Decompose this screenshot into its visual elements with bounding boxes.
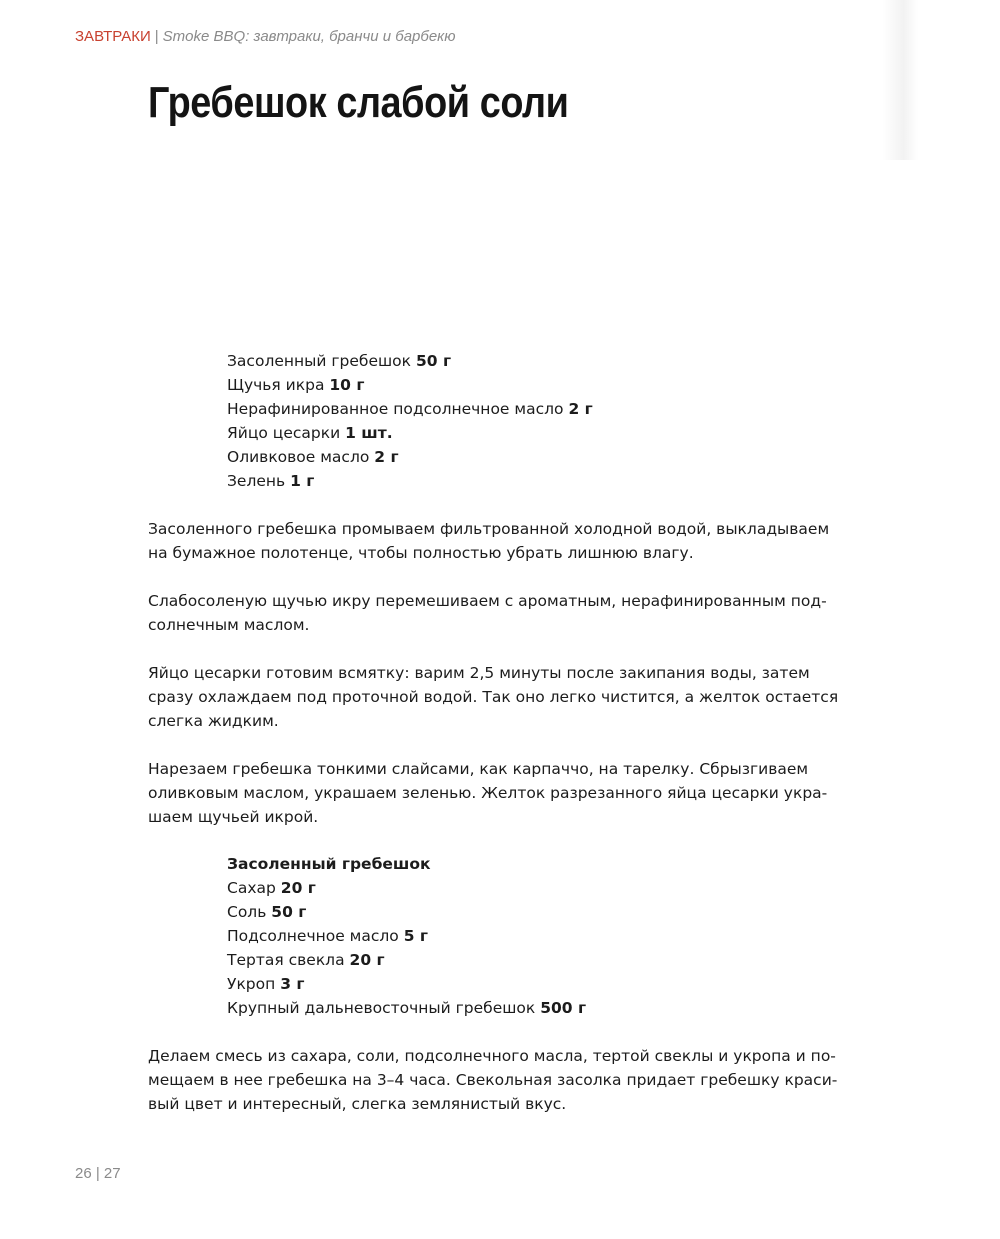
ingredient-name: Тертая свекла xyxy=(227,951,345,969)
ingredient-item xyxy=(227,924,586,948)
ingredient-qty: 500 г xyxy=(540,999,587,1017)
text-line: Засоленного гребешка промываем фильтрованной холодной водой, выкладываем xyxy=(148,520,830,538)
ingredient-name: Нерафинированное подсолнечное масло xyxy=(227,400,564,418)
ingredient-qty: 50 г xyxy=(415,352,452,370)
step-paragraph xyxy=(148,757,828,829)
ingredient-qty: 1 г xyxy=(290,472,315,490)
ingredient-qty: 5 г xyxy=(403,927,428,945)
ingredient-qty: 20 г xyxy=(280,879,316,897)
ingredient-name: Укроп xyxy=(227,975,276,993)
ingredient-name: Щучья икра xyxy=(227,376,325,394)
page-edge-shadow xyxy=(882,0,918,160)
ingredient-item xyxy=(227,397,593,421)
ingredient-qty: 50 г xyxy=(271,903,307,921)
ingredient-list xyxy=(227,349,593,493)
text-line: оливковым маслом, украшаем зеленью. Желток разрезанного яйца цесарки укра- xyxy=(148,784,828,802)
ingredient-qty: 20 г xyxy=(349,951,385,969)
subrecipe-method xyxy=(148,1044,838,1116)
ingredient-name: Засоленный гребешок xyxy=(227,352,412,370)
ingredient-name: Зелень xyxy=(227,472,286,490)
text-line: мещаем в нее гребешка на 3–4 часа. Свекольная засолка придает гребешку краси- xyxy=(148,1071,838,1089)
text-line: шаем щучьей икрой. xyxy=(148,808,319,826)
text-line: Яйцо цесарки готовим всмятку: варим 2,5 минуты после закипания воды, затем xyxy=(148,664,810,682)
text-line: на бумажное полотенце, чтобы полностью убрать лишнюю влагу. xyxy=(148,544,694,562)
subrecipe-title: Засоленный гребешок xyxy=(227,855,431,873)
running-header xyxy=(75,28,456,45)
section-label: ЗАВТРАКИ xyxy=(75,28,151,45)
text-line: Слабосоленую щучью икру перемешиваем с ароматным, нерафинированным под- xyxy=(148,592,827,610)
ingredient-name: Крупный дальневосточный гребешок xyxy=(227,999,536,1017)
ingredient-qty: 2 г xyxy=(374,448,399,466)
ingredient-item xyxy=(227,948,586,972)
ingredient-item xyxy=(227,469,593,493)
ingredient-qty: 2 г xyxy=(568,400,593,418)
step-paragraph xyxy=(148,661,839,733)
ingredient-qty: 3 г xyxy=(280,975,305,993)
header-separator: | xyxy=(154,28,159,45)
ingredient-item xyxy=(227,373,593,397)
text-line: слегка жидким. xyxy=(148,712,279,730)
ingredient-item xyxy=(227,900,586,924)
ingredient-qty: 1 шт. xyxy=(345,424,393,442)
book-title: Smoke BBQ: завтраки, бранчи и барбекю xyxy=(162,28,456,45)
subrecipe-ingredient-list xyxy=(227,852,586,1020)
ingredient-name: Сахар xyxy=(227,879,276,897)
ingredient-name: Соль xyxy=(227,903,267,921)
text-line: Нарезаем гребешка тонкими слайсами, как карпаччо, на тарелку. Сбрызгиваем xyxy=(148,760,809,778)
ingredient-qty: 10 г xyxy=(329,376,365,394)
step-paragraph xyxy=(148,589,827,637)
text-line: вый цвет и интересный, слегка землянистый вкус. xyxy=(148,1095,567,1113)
page-numbers: 26 | 27 xyxy=(75,1165,121,1182)
ingredient-item xyxy=(227,996,586,1020)
text-line: Делаем смесь из сахара, соли, подсолнечного масла, тертой свеклы и укропа и по- xyxy=(148,1047,836,1065)
ingredient-item xyxy=(227,876,586,900)
ingredient-item xyxy=(227,421,593,445)
ingredient-item xyxy=(227,445,593,469)
recipe-title: Гребешок слабой соли xyxy=(148,78,569,127)
text-line: сразу охлаждаем под проточной водой. Так оно легко чистится, а желток остается xyxy=(148,688,839,706)
ingredient-name: Подсолнечное масло xyxy=(227,927,399,945)
step-paragraph xyxy=(148,517,830,565)
text-line: солнечным маслом. xyxy=(148,616,310,634)
ingredient-item xyxy=(227,349,593,373)
ingredient-name: Оливковое масло xyxy=(227,448,370,466)
ingredient-name: Яйцо цесарки xyxy=(227,424,341,442)
ingredient-item xyxy=(227,972,586,996)
